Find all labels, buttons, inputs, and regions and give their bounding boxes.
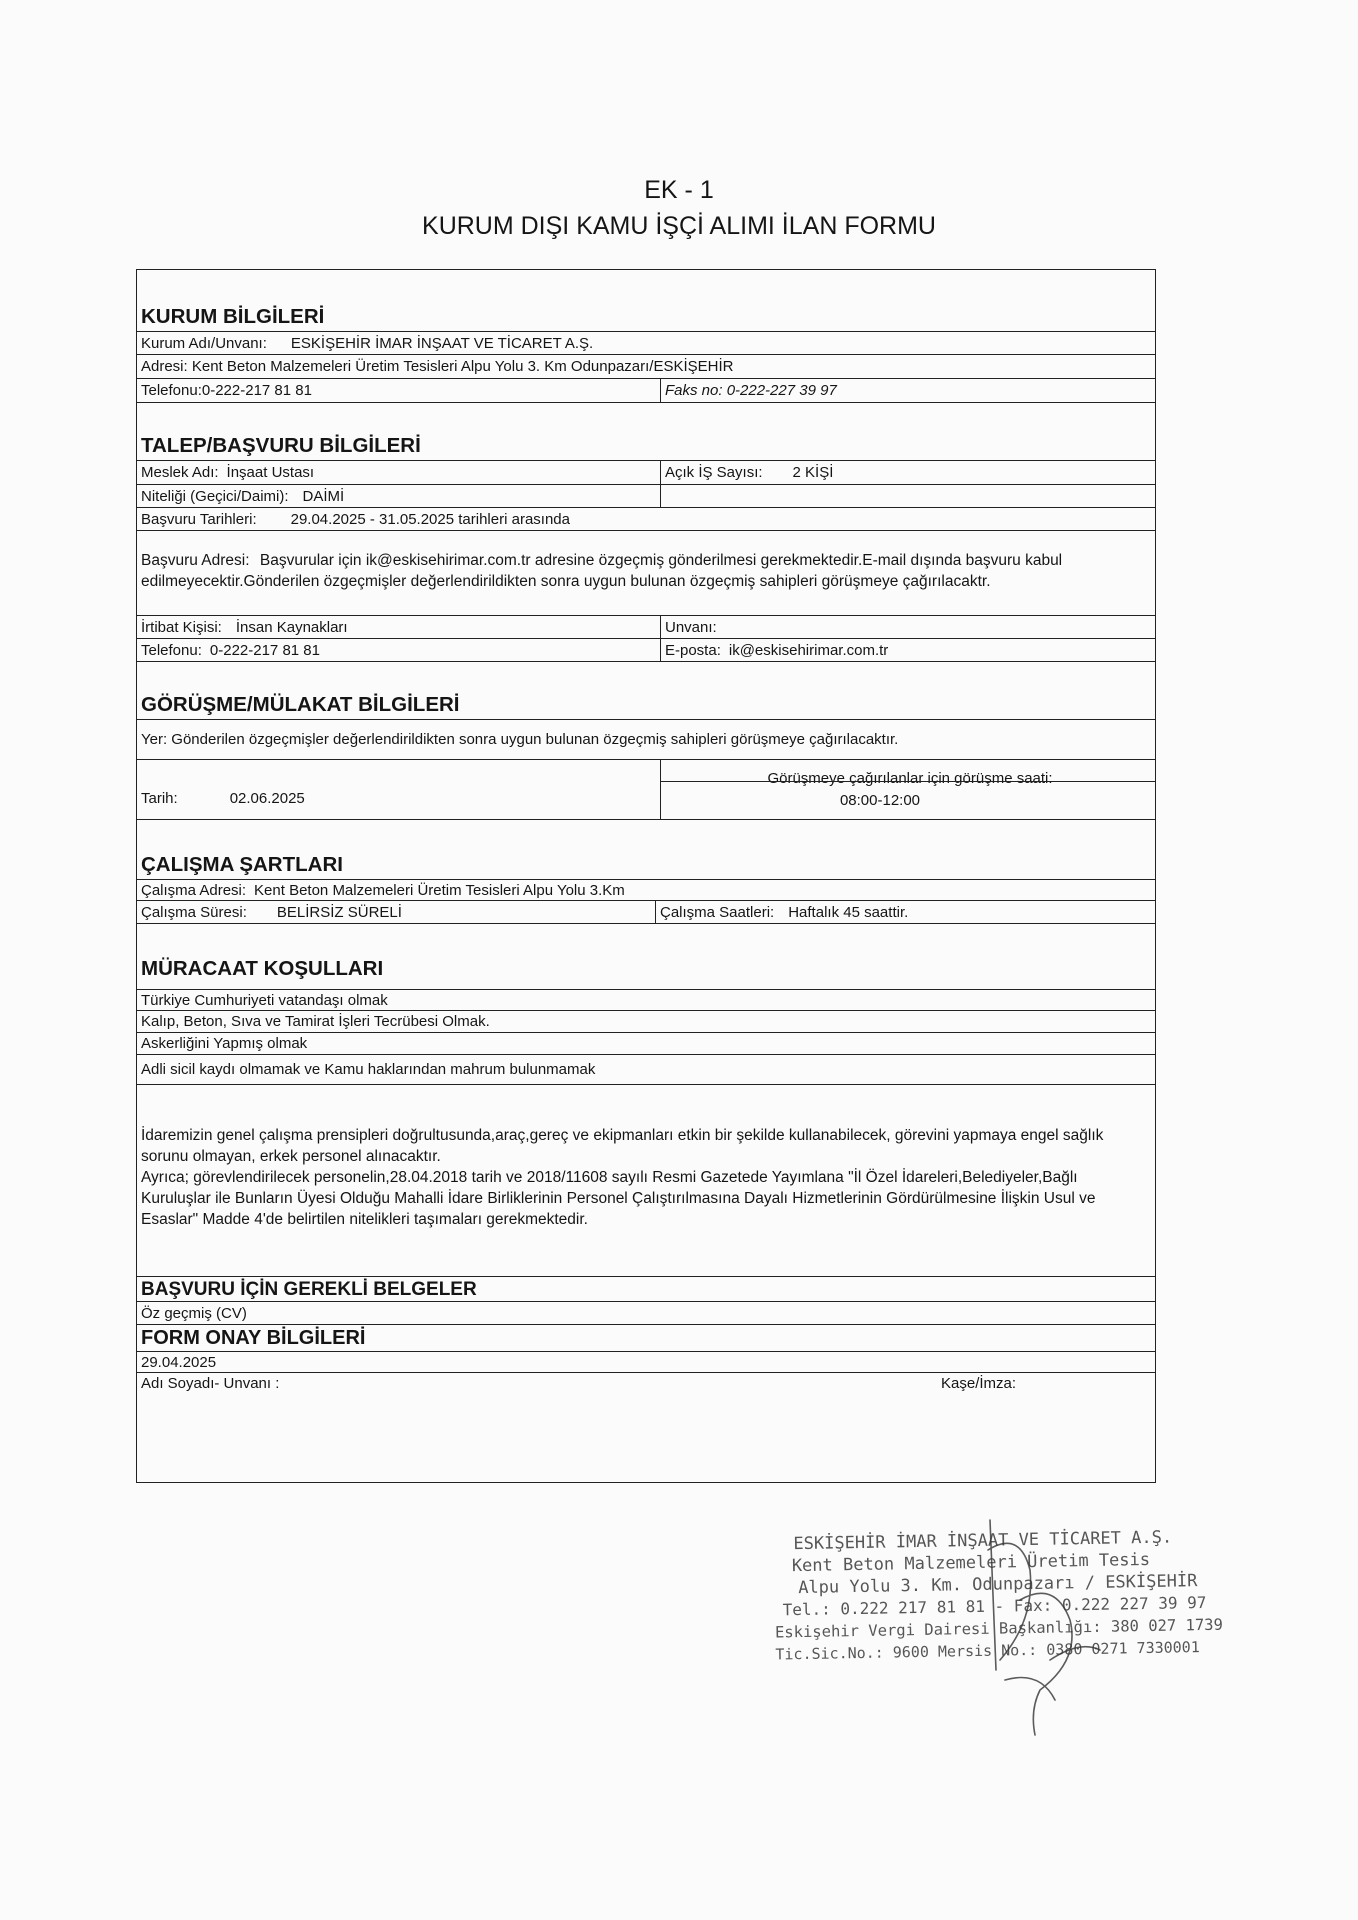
calisma-sure-label: Çalışma Süresi:	[141, 903, 247, 921]
gorusme-saat-value: 08:00-12:00	[839, 792, 921, 809]
signature-icon	[960, 1510, 1110, 1740]
row-basvuru-tarih	[137, 507, 1155, 530]
irtibat-unvan-label: Unvanı:	[660, 616, 1155, 638]
list-item	[137, 1032, 1155, 1054]
row-kurum-adres	[137, 354, 1155, 378]
eposta-value: ik@eskisehirimar.com.tr	[728, 641, 889, 659]
gorusme-tarih-label: Tarih:	[141, 790, 178, 807]
stamp-line-5: Eskişehir Vergi Dairesi Başkanlığı: 380 027 1739	[774, 1615, 1224, 1642]
row-calisma-sure	[137, 900, 1155, 923]
gorusme-yer: Yer: Gönderilen özgeçmişler değerlendirildikten sonra uygun bulunan özgeçmiş sahipleri görüşmeye çağırılacaktır.	[141, 731, 899, 748]
section-title-kurum: KURUM BİLGİLERİ	[141, 304, 325, 328]
kurum-adi-label: Kurum Adı/Unvanı:	[141, 334, 267, 352]
section-calisma	[137, 819, 1155, 879]
row-basvuru-adresi	[137, 530, 1155, 615]
irtibat-telefon-value: 0-222-217 81 81	[209, 641, 320, 659]
section-onay	[137, 1324, 1155, 1351]
basvuru-adresi-label: Başvuru Adresi:	[141, 552, 250, 569]
eposta-label: E-posta:	[665, 641, 721, 659]
onay-tarih: 29.04.2025	[141, 1353, 217, 1371]
row-calisma-adres	[137, 879, 1155, 900]
form-annex-label: EK - 1	[644, 176, 714, 204]
row-kurum-adi	[137, 331, 1155, 354]
announcement-form	[136, 269, 1156, 1483]
form-title: KURUM DIŞI KAMU İŞÇİ ALIMI İLAN FORMU	[422, 212, 936, 240]
divider	[660, 781, 1155, 782]
muracaat-paragraph-2: Ayrıca; görevlendirilecek personelin,28.04.2018 tarih ve 2018/11608 sayılı Resmi Gazetede Yayımlana "İl Özel İdareleri,Belediyeler,Bağlı Kuruluşlar ile Bunların Üyesi Olduğu Mahalli İdare Birliklerinin Personel Çalıştırılmasına Dayalı Hizmetlerinin Gördürülmesine İlişkin Usul ve Esaslar" Madde 4'de belirtilen nitelikleri taşımaları gerekmektedir.	[141, 1169, 1096, 1228]
basvuru-tarih-value: 29.04.2025 - 31.05.2025 tarihleri arasında	[290, 510, 570, 528]
row-kurum-telefon	[137, 378, 1155, 402]
row-onay-imza	[137, 1372, 1155, 1394]
list-item	[137, 989, 1155, 1010]
section-talep	[137, 402, 1155, 460]
onay-adsoyad-label: Adı Soyadı- Unvanı :	[141, 1375, 280, 1392]
irtibat-telefon-label: Telefonu:	[141, 641, 202, 659]
row-onay-tarih	[137, 1351, 1155, 1372]
muracaat-item-4: Adli sicil kaydı olmamak ve Kamu haklarından mahrum bulunmamak	[141, 1061, 596, 1078]
stamp-line-6: Tic.Sic.No.: 9600 Mersis No.: 0380 0271 7330001	[775, 1638, 1200, 1664]
list-item	[137, 1010, 1155, 1032]
stamp-line-2: Kent Beton Malzemeleri Üretim Tesis	[791, 1549, 1151, 1577]
row-gorusme-tarih	[137, 759, 1155, 819]
muracaat-paragraph: İdaremizin genel çalışma prensipleri doğrultusunda,araç,gereç ve ekipmanları etkin bir şekilde kullanabilecek, görevini yapmaya engel sağlık sorunu olmayan, erkek personel alınacaktır.	[141, 1127, 1104, 1165]
muracaat-item-2: Kalıp, Beton, Sıva ve Tamirat İşleri Tecrübesi Olmak.	[141, 1013, 490, 1030]
calisma-saat-value: Haftalık 45 saattir.	[788, 903, 909, 921]
meslek-label: Meslek Adı:	[141, 464, 219, 481]
row-belge	[137, 1301, 1155, 1324]
row-muracaat-aciklama	[137, 1084, 1155, 1276]
section-kurum	[137, 270, 1155, 331]
onay-kase-label: Kaşe/İmza:	[941, 1375, 1017, 1392]
kurum-telefon: Telefonu:0-222-217 81 81	[141, 382, 312, 399]
section-title-onay: FORM ONAY BİLGİLERİ	[141, 1327, 366, 1349]
section-title-muracaat: MÜRACAAT KOŞULLARI	[141, 956, 384, 980]
kurum-adi-value: ESKİŞEHİR İMAR İNŞAAT VE TİCARET A.Ş.	[290, 334, 594, 352]
calisma-saat-label: Çalışma Saatleri:	[660, 903, 775, 921]
stamp-line-3: Alpu Yolu 3. Km. Odunpazarı / ESKİŞEHİR	[798, 1571, 1198, 1599]
gorusme-tarih-value: 02.06.2025	[229, 790, 305, 807]
list-item	[137, 1054, 1155, 1084]
muracaat-item-1: Türkiye Cumhuriyeti vatandaşı olmak	[141, 991, 388, 1009]
stamp-line-4: Tel.: 0.222 217 81 81 - Fax: 0.222 227 39 97	[782, 1592, 1207, 1620]
section-title-calisma: ÇALIŞMA ŞARTLARI	[141, 852, 343, 876]
meslek-value: İnşaat Ustası	[226, 464, 315, 481]
calisma-adres-label: Çalışma Adresi:	[141, 881, 247, 899]
acik-is-label: Açık İŞ Sayısı:	[665, 464, 763, 481]
muracaat-item-3: Askerliğini Yapmış olmak	[141, 1035, 308, 1052]
nitelik-value: DAİMİ	[302, 487, 345, 505]
row-meslek	[137, 460, 1155, 484]
section-title-talep: TALEP/BAŞVURU BİLGİLERİ	[141, 433, 421, 457]
row-nitelik	[137, 484, 1155, 507]
nitelik-label: Niteliği (Geçici/Daimi):	[141, 487, 289, 505]
calisma-sure-value: BELİRSİZ SÜRELİ	[276, 903, 402, 921]
kurum-faks: Faks no: 0-222-227 39 97	[660, 379, 1155, 402]
row-irtibat	[137, 615, 1155, 638]
section-muracaat	[137, 923, 1155, 989]
belge-item: Öz geçmiş (CV)	[141, 1304, 247, 1322]
section-title-gorusme: GÖRÜŞME/MÜLAKAT BİLGİLERİ	[141, 692, 460, 716]
row-gorusme-yer	[137, 719, 1155, 759]
calisma-adres-value: Kent Beton Malzemeleri Üretim Tesisleri Alpu Yolu 3.Km	[254, 881, 625, 899]
gorusme-saat-label: Görüşmeye çağırılanlar için görüşme saati:	[767, 770, 1053, 787]
basvuru-adresi-text: Başvurular için ik@eskisehirimar.com.tr adresine özgeçmiş gönderilmesi gerekmektedir.E-mail dışında başvuru kabul edilmeyecektir.Gönderilen özgeçmişler değerlendirildikten sonra uygun bulunan özgeçmiş sahipleri görüşmeye çağırılacaktr.	[141, 552, 1063, 590]
section-title-belgeler: BAŞVURU İÇİN GEREKLİ BELGELER	[141, 1278, 477, 1300]
irtibat-label: İrtibat Kişisi:	[141, 618, 222, 636]
stamp-line-1: ESKİŞEHİR İMAR İNŞAAT VE TİCARET A.Ş.	[793, 1527, 1173, 1555]
basvuru-tarih-label: Başvuru Tarihleri:	[141, 510, 257, 528]
section-gorusme	[137, 661, 1155, 719]
row-iletisim	[137, 638, 1155, 661]
section-belgeler	[137, 1276, 1155, 1301]
irtibat-value: İnsan Kaynakları	[235, 618, 348, 636]
acik-is-value: 2 KİŞİ	[792, 464, 834, 481]
kurum-adres: Adresi: Kent Beton Malzemeleri Üretim Tesisleri Alpu Yolu 3. Km Odunpazarı/ESKİŞEHİR	[141, 358, 734, 375]
